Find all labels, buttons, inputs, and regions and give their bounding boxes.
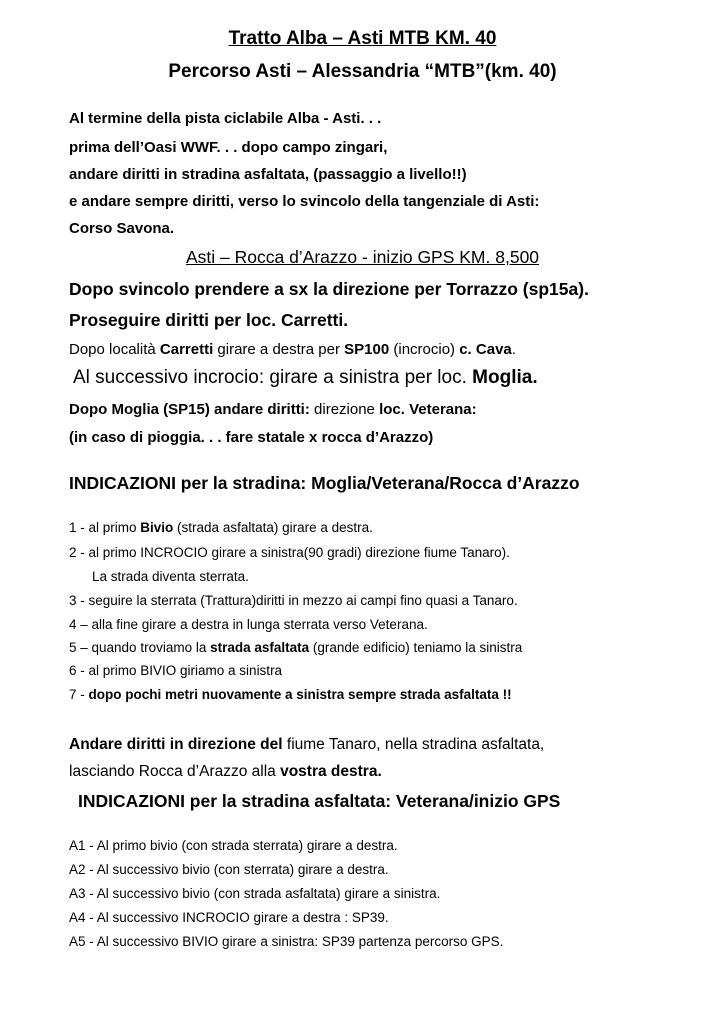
intro-line: prima dell’Oasi WWF. . . dopo campo zingari, <box>69 139 388 156</box>
asteps-item: A5 - Al successivo BIVIO girare a sinistra: SP39 partenza percorso GPS. <box>69 934 504 949</box>
step-item: 1 - al primo Bivio (strada asfaltata) girare a destra. <box>69 520 373 535</box>
paragraph-line: Andare diritti in direzione del fiume Tanaro, nella stradina asfaltata, <box>69 736 545 753</box>
intro-line: e andare sempre diritti, verso lo svincolo della tangenziale di Asti: <box>69 193 540 210</box>
asteps-item: A3 - Al successivo bivio (con strada asfaltata) girare a sinistra. <box>69 886 441 901</box>
direction-line: Dopo Moglia (SP15) andare diritti: direzione loc. Veterana: <box>69 401 477 418</box>
step-item: 5 – quando troviamo la strada asfaltata (grande edificio) teniamo la sinistra <box>69 640 523 655</box>
step-item: 2 - al primo INCROCIO girare a sinistra(90 gradi) direzione fiume Tanaro). <box>69 545 510 560</box>
direction-line: Dopo svincolo prendere a sx la direzione per Torrazzo (sp15a). <box>69 279 589 299</box>
intro-line: andare diritti in stradina asfaltata, (passaggio a livello!!) <box>69 166 467 183</box>
asteps-item: A4 - Al successivo INCROCIO girare a destra : SP39. <box>69 910 389 925</box>
step-item: 7 - dopo pochi metri nuovamente a sinistra sempre strada asfaltata !! <box>69 687 512 702</box>
direction-line: Al successivo incrocio: girare a sinistra per loc. Moglia. <box>73 367 538 388</box>
asteps-item: A1 - Al primo bivio (con strada sterrata) girare a destra. <box>69 838 398 853</box>
step-item: La strada diventa sterrata. <box>92 569 249 584</box>
step-item: 3 - seguire la sterrata (Trattura)diritti in mezzo ai campi fino quasi a Tanaro. <box>69 593 518 608</box>
document-subtitle: Percorso Asti – Alessandria “MTB”(km. 40) <box>168 61 557 82</box>
indicazioni-heading: INDICAZIONI per la stradina asfaltata: Veterana/inizio GPS <box>78 791 561 811</box>
direction-line: Proseguire diritti per loc. Carretti. <box>69 310 349 330</box>
section-heading-asti: Asti – Rocca d’Arazzo - inizio GPS KM. 8,500 <box>185 247 540 267</box>
step-item: 6 - al primo BIVIO giriamo a sinistra <box>69 663 283 678</box>
intro-line: Al termine della pista ciclabile Alba - Asti. . . <box>69 110 382 127</box>
paragraph-line: lasciando Rocca d’Arazzo alla vostra destra. <box>69 763 382 780</box>
intro-line: Corso Savona. <box>69 220 175 237</box>
direction-line: Dopo località Carretti girare a destra per SP100 (incrocio) c. Cava. <box>69 341 516 358</box>
indicazioni-heading: INDICAZIONI per la stradina: Moglia/Veterana/Rocca d’Arazzo <box>69 473 580 493</box>
step-item: 4 – alla fine girare a destra in lunga sterrata verso Veterana. <box>69 617 428 632</box>
asteps-item: A2 - Al successivo bivio (con sterrata) girare a destra. <box>69 862 389 877</box>
direction-line: (in caso di pioggia. . . fare statale x rocca d’Arazzo) <box>69 429 434 446</box>
document-title: Tratto Alba – Asti MTB KM. 40 <box>228 28 497 49</box>
